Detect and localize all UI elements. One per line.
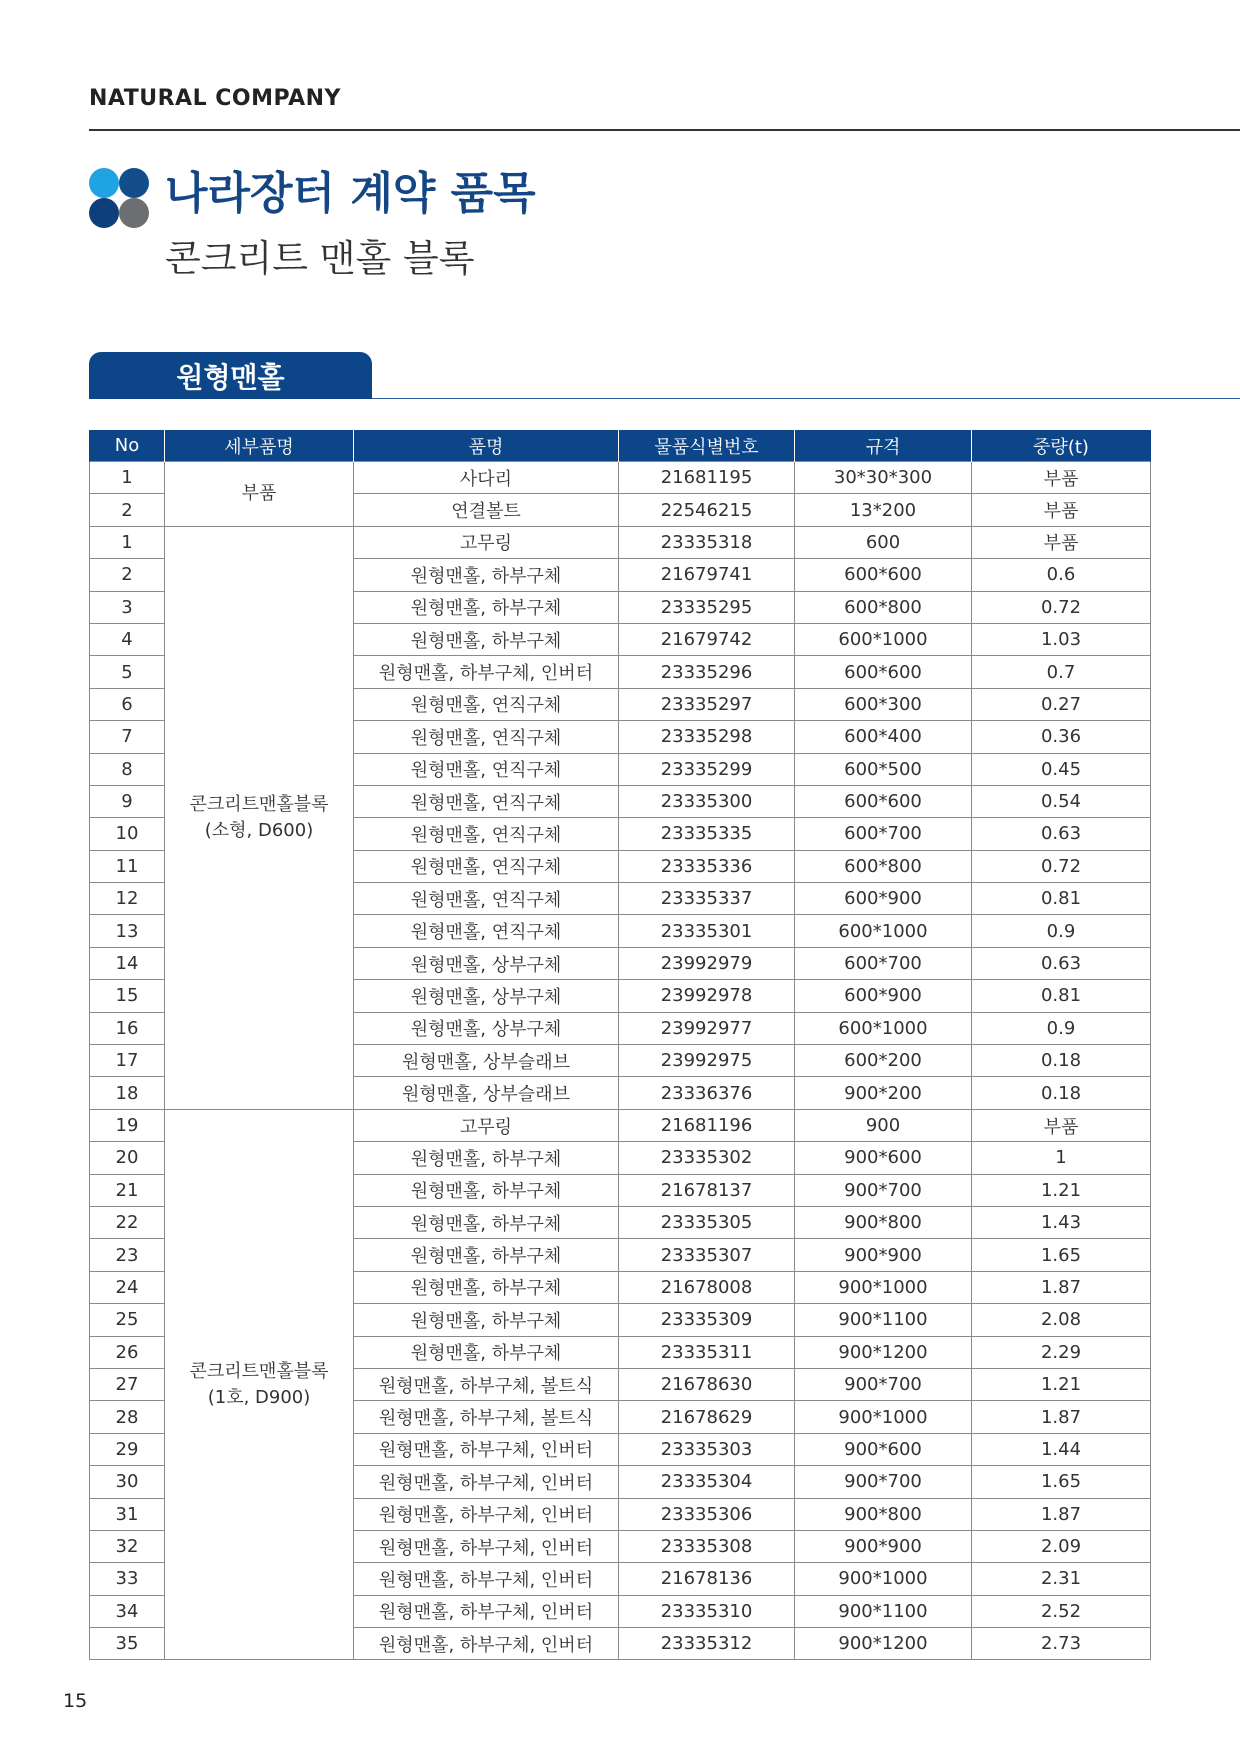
cell-no: 12 [90,883,165,915]
cell-weight: 2.09 [972,1530,1151,1562]
cell-no: 6 [90,688,165,720]
cell-spec: 600*800 [795,850,972,882]
cell-spec: 900*1000 [795,1563,972,1595]
page-number: 15 [63,1690,88,1712]
cell-item-id: 23992978 [619,980,795,1012]
cell-weight: 1 [972,1142,1151,1174]
cell-spec: 900*700 [795,1368,972,1400]
cell-item-name: 원형맨홀, 하부구체, 볼트식 [354,1368,619,1400]
cell-item-name: 원형맨홀, 연직구체 [354,785,619,817]
logo-circle-gray [119,198,149,228]
cell-spec: 600*500 [795,753,972,785]
cell-item-id: 23992977 [619,1012,795,1044]
cell-item-name: 원형맨홀, 상부구체 [354,980,619,1012]
cell-spec: 600*300 [795,688,972,720]
cell-spec: 600*1000 [795,915,972,947]
cell-weight: 0.6 [972,559,1151,591]
cell-item-id: 21678629 [619,1401,795,1433]
cell-detail-name: 부품 [165,462,354,527]
cell-spec: 600*600 [795,785,972,817]
cell-no: 2 [90,559,165,591]
cell-weight: 0.45 [972,753,1151,785]
cell-item-name: 고무링 [354,526,619,558]
cell-weight: 0.72 [972,591,1151,623]
cell-weight: 0.9 [972,915,1151,947]
cell-spec: 600*1000 [795,1012,972,1044]
cell-item-name: 사다리 [354,462,619,494]
cell-no: 35 [90,1628,165,1660]
header-detail-name: 세부품명 [165,430,354,462]
cell-item-name: 원형맨홀, 하부구체, 인버터 [354,1498,619,1530]
cell-no: 3 [90,591,165,623]
cell-no: 21 [90,1174,165,1206]
cell-spec: 900*1200 [795,1628,972,1660]
cell-item-id: 23335307 [619,1239,795,1271]
cell-spec: 600*1000 [795,623,972,655]
cell-no: 5 [90,656,165,688]
cell-spec: 900 [795,1109,972,1141]
cell-weight: 1.87 [972,1498,1151,1530]
cell-item-name: 원형맨홀, 연직구체 [354,688,619,720]
cell-item-id: 23335310 [619,1595,795,1627]
cell-item-id: 22546215 [619,494,795,526]
cell-no: 9 [90,785,165,817]
cell-no: 2 [90,494,165,526]
cell-weight: 0.72 [972,850,1151,882]
cell-item-name: 원형맨홀, 하부구체, 인버터 [354,1530,619,1562]
cell-no: 32 [90,1530,165,1562]
header-item-id: 물품식별번호 [619,430,795,462]
cell-weight: 2.08 [972,1304,1151,1336]
cell-item-id: 23992975 [619,1045,795,1077]
cell-weight: 0.9 [972,1012,1151,1044]
cell-item-name: 원형맨홀, 연직구체 [354,721,619,753]
cell-weight: 0.36 [972,721,1151,753]
cell-no: 20 [90,1142,165,1174]
cell-item-name: 원형맨홀, 상부구체 [354,1012,619,1044]
cell-spec: 900*900 [795,1239,972,1271]
cell-no: 26 [90,1336,165,1368]
cell-no: 24 [90,1271,165,1303]
cell-item-id: 23335298 [619,721,795,753]
cell-weight: 2.29 [972,1336,1151,1368]
cell-no: 8 [90,753,165,785]
cell-item-name: 원형맨홀, 하부구체 [354,1206,619,1238]
cell-item-name: 원형맨홀, 하부구체 [354,1271,619,1303]
cell-item-id: 23992979 [619,947,795,979]
cell-spec: 900*900 [795,1530,972,1562]
cell-weight: 1.21 [972,1368,1151,1400]
cell-no: 10 [90,818,165,850]
logo-circle-blue [119,168,149,198]
cell-spec: 900*800 [795,1498,972,1530]
cell-weight: 1.44 [972,1433,1151,1465]
cell-weight: 1.87 [972,1271,1151,1303]
cell-spec: 900*200 [795,1077,972,1109]
cell-weight: 1.65 [972,1466,1151,1498]
cell-item-name: 원형맨홀, 하부구체 [354,623,619,655]
cell-spec: 900*600 [795,1142,972,1174]
cell-spec: 600*900 [795,980,972,1012]
cell-item-name: 원형맨홀, 하부구체 [354,559,619,591]
cell-no: 25 [90,1304,165,1336]
cell-item-name: 고무링 [354,1109,619,1141]
cell-item-id: 23335300 [619,785,795,817]
cell-no: 23 [90,1239,165,1271]
cell-weight: 1.87 [972,1401,1151,1433]
cell-no: 17 [90,1045,165,1077]
cell-no: 11 [90,850,165,882]
cell-no: 1 [90,462,165,494]
cell-item-id: 21681195 [619,462,795,494]
cell-item-name: 원형맨홀, 상부구체 [354,947,619,979]
cell-detail-name: 콘크리트맨홀블록 (1호, D900) [165,1109,354,1660]
cell-item-id: 23335299 [619,753,795,785]
cell-no: 27 [90,1368,165,1400]
cell-item-id: 23335309 [619,1304,795,1336]
cell-no: 4 [90,623,165,655]
cell-spec: 900*1000 [795,1271,972,1303]
cell-item-name: 원형맨홀, 하부구체 [354,1336,619,1368]
cell-weight: 2.73 [972,1628,1151,1660]
cell-spec: 30*30*300 [795,462,972,494]
four-circles-logo-icon [89,168,151,230]
cell-no: 34 [90,1595,165,1627]
cell-spec: 600*600 [795,656,972,688]
cell-item-id: 23335318 [619,526,795,558]
cell-no: 30 [90,1466,165,1498]
cell-item-id: 21679741 [619,559,795,591]
cell-spec: 900*800 [795,1206,972,1238]
header-weight: 중량(t) [972,430,1151,462]
cell-no: 1 [90,526,165,558]
cell-item-id: 21679742 [619,623,795,655]
cell-item-name: 원형맨홀, 하부구체 [354,1304,619,1336]
cell-spec: 600*800 [795,591,972,623]
cell-spec: 600*700 [795,818,972,850]
cell-item-id: 23335337 [619,883,795,915]
cell-item-id: 23335301 [619,915,795,947]
cell-spec: 900*1000 [795,1401,972,1433]
cell-weight: 1.43 [972,1206,1151,1238]
cell-item-name: 원형맨홀, 하부구체, 인버터 [354,1628,619,1660]
cell-spec: 900*1100 [795,1304,972,1336]
cell-item-id: 21678008 [619,1271,795,1303]
cell-item-id: 23335303 [619,1433,795,1465]
logo-circle-light-blue [89,168,119,198]
cell-weight: 0.18 [972,1077,1151,1109]
cell-item-id: 21678136 [619,1563,795,1595]
cell-spec: 13*200 [795,494,972,526]
cell-no: 14 [90,947,165,979]
cell-item-id: 23335302 [619,1142,795,1174]
cell-no: 33 [90,1563,165,1595]
cell-no: 16 [90,1012,165,1044]
cell-weight: 0.54 [972,785,1151,817]
header-item-name: 품명 [354,430,619,462]
cell-item-id: 23335336 [619,850,795,882]
cell-item-id: 23335296 [619,656,795,688]
cell-item-name: 원형맨홀, 하부구체, 인버터 [354,1595,619,1627]
cell-weight: 1.65 [972,1239,1151,1271]
cell-item-name: 원형맨홀, 하부구체, 인버터 [354,1563,619,1595]
cell-spec: 900*600 [795,1433,972,1465]
cell-item-id: 23335295 [619,591,795,623]
cell-item-id: 23335305 [619,1206,795,1238]
cell-no: 29 [90,1433,165,1465]
cell-weight: 부품 [972,494,1151,526]
cell-weight: 0.27 [972,688,1151,720]
cell-item-id: 21678630 [619,1368,795,1400]
cell-item-id: 23335304 [619,1466,795,1498]
cell-item-name: 원형맨홀, 하부구체, 인버터 [354,656,619,688]
cell-no: 13 [90,915,165,947]
items-table [89,430,1151,1660]
cell-item-name: 원형맨홀, 하부구체, 인버터 [354,1466,619,1498]
section-tab: 원형맨홀 [89,352,372,399]
cell-weight: 0.63 [972,947,1151,979]
cell-item-name: 원형맨홀, 연직구체 [354,753,619,785]
cell-no: 19 [90,1109,165,1141]
cell-weight: 2.31 [972,1563,1151,1595]
cell-spec: 600*900 [795,883,972,915]
company-name: NATURAL COMPANY [89,86,341,111]
cell-item-id: 21678137 [619,1174,795,1206]
cell-item-name: 연결볼트 [354,494,619,526]
cell-spec: 600*200 [795,1045,972,1077]
cell-no: 28 [90,1401,165,1433]
cell-spec: 900*1200 [795,1336,972,1368]
cell-no: 15 [90,980,165,1012]
cell-spec: 900*700 [795,1466,972,1498]
section-divider [372,398,1240,399]
table-row [90,1109,1151,1141]
cell-weight: 0.18 [972,1045,1151,1077]
cell-item-id: 21681196 [619,1109,795,1141]
cell-weight: 0.63 [972,818,1151,850]
cell-no: 31 [90,1498,165,1530]
cell-weight: 1.21 [972,1174,1151,1206]
header-no: No [90,430,165,462]
cell-spec: 900*700 [795,1174,972,1206]
cell-weight: 0.81 [972,980,1151,1012]
page-title: 나라장터 계약 품목 [165,168,536,219]
cell-item-name: 원형맨홀, 연직구체 [354,818,619,850]
cell-item-name: 원형맨홀, 하부구체, 인버터 [354,1433,619,1465]
cell-detail-name: 콘크리트맨홀블록 (소형, D600) [165,526,354,1109]
cell-weight: 1.03 [972,623,1151,655]
cell-spec: 600 [795,526,972,558]
cell-item-id: 23335312 [619,1628,795,1660]
cell-no: 18 [90,1077,165,1109]
cell-no: 7 [90,721,165,753]
logo-circle-dark-blue [89,198,119,228]
cell-spec: 600*400 [795,721,972,753]
cell-item-name: 원형맨홀, 하부구체 [354,1239,619,1271]
cell-item-name: 원형맨홀, 하부구체 [354,1174,619,1206]
cell-weight: 2.52 [972,1595,1151,1627]
header-divider [89,129,1240,131]
cell-item-name: 원형맨홀, 상부슬래브 [354,1077,619,1109]
header-spec: 규격 [795,430,972,462]
cell-item-id: 23335308 [619,1530,795,1562]
cell-spec: 600*600 [795,559,972,591]
cell-weight: 부품 [972,526,1151,558]
cell-item-id: 23336376 [619,1077,795,1109]
cell-spec: 600*700 [795,947,972,979]
page-subtitle: 콘크리트 맨홀 블록 [165,237,475,280]
cell-item-name: 원형맨홀, 연직구체 [354,883,619,915]
cell-item-id: 23335297 [619,688,795,720]
table-row [90,462,1151,494]
cell-weight: 부품 [972,1109,1151,1141]
table-header-row [90,430,1151,462]
cell-item-id: 23335306 [619,1498,795,1530]
cell-item-name: 원형맨홀, 연직구체 [354,850,619,882]
cell-item-name: 원형맨홀, 하부구체, 볼트식 [354,1401,619,1433]
cell-spec: 900*1100 [795,1595,972,1627]
cell-item-name: 원형맨홀, 상부슬래브 [354,1045,619,1077]
cell-weight: 부품 [972,462,1151,494]
cell-item-id: 23335335 [619,818,795,850]
cell-no: 22 [90,1206,165,1238]
table-row [90,526,1151,558]
cell-item-name: 원형맨홀, 연직구체 [354,915,619,947]
cell-item-id: 23335311 [619,1336,795,1368]
cell-weight: 0.81 [972,883,1151,915]
cell-item-name: 원형맨홀, 하부구체 [354,1142,619,1174]
cell-item-name: 원형맨홀, 하부구체 [354,591,619,623]
cell-weight: 0.7 [972,656,1151,688]
